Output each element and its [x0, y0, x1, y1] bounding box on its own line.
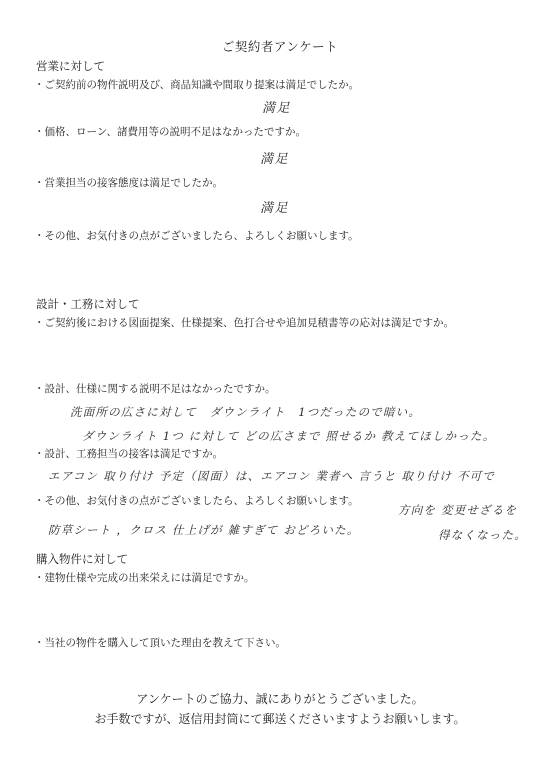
question-design-4: ・その他、お気付きの点がございましたら、よろしくお願いします。: [34, 495, 359, 507]
section-heading-property: 購入物件に対して: [36, 552, 128, 566]
footer-thanks: アンケートのご協力、誠にありがとうございました。: [136, 692, 424, 706]
question-property-1: ・建物仕様や完成の出来栄えには満足ですか。: [34, 572, 255, 584]
question-design-2: ・設計、仕様に関する説明不足はなかったですか。: [34, 383, 276, 395]
answer-design-2-line2: ダウンライト 1つ に対して どの広さまで 照せるか 教えてほしかった。: [82, 429, 496, 443]
question-design-3: ・設計、工務担当の接客は満足ですか。: [34, 448, 223, 460]
answer-design-4: 防草シート ，クロス 仕上げが 雑すぎて おどろいた。: [48, 523, 360, 537]
question-property-2: ・当社の物件を購入して頂いた理由を教えて下さい。: [34, 637, 286, 649]
answer-design-3-line3: 得なくなった。: [438, 528, 527, 542]
answer-design-3-line1: エアコン 取り付け 予定（図面）は、エアコン 業者へ 言うと 取り付け 不可で: [48, 469, 496, 483]
answer-sales-1: 満足: [262, 101, 292, 116]
answer-design-3-line2: 方向を 変更せざるを: [398, 503, 518, 517]
question-sales-3: ・営業担当の接客態度は満足でしたか。: [34, 177, 223, 189]
survey-title: ご契約者アンケート: [221, 39, 339, 54]
question-design-1: ・ご契約後における図面提案、仕様提案、色打合せや追加見積書等の応対は満足ですか。: [34, 317, 454, 329]
answer-design-2-line1: 洗面所の広さに対して ダウンライト 1つだったので暗い。: [70, 405, 422, 419]
section-heading-design: 設計・工務に対して: [36, 297, 140, 311]
question-sales-1: ・ご契約前の物件説明及び、商品知識や間取り提案は満足でしたか。: [34, 79, 360, 91]
footer-instructions: お手数ですが、返信用封筒にて郵送くださいますようお願いします。: [94, 712, 466, 726]
answer-sales-2: 満足: [260, 152, 290, 167]
question-sales-4: ・その他、お気付きの点がございましたら、よろしくお願いします。: [34, 230, 359, 242]
answer-sales-3: 満足: [260, 201, 290, 216]
section-heading-sales: 営業に対して: [36, 59, 105, 73]
question-sales-2: ・価格、ローン、諸費用等の説明不足はなかったですか。: [34, 126, 306, 138]
